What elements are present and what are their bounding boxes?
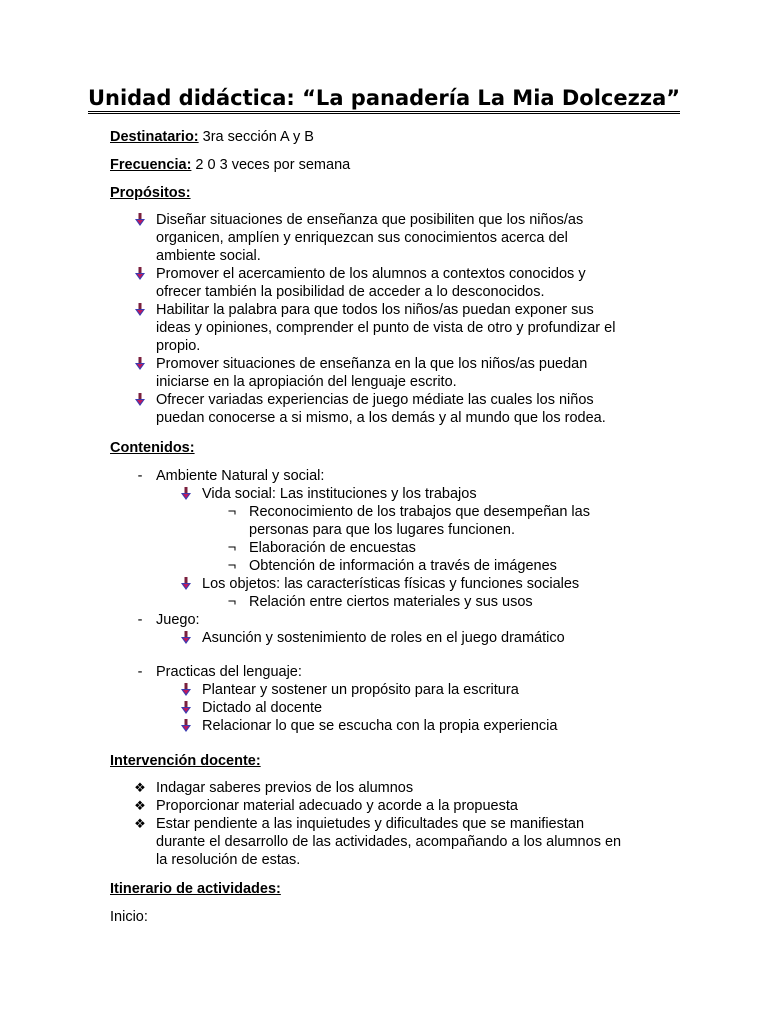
dash-bullet: - xyxy=(137,468,143,484)
list-item: Plantear y sostener un propósito para la escritura xyxy=(110,681,658,699)
list-item: Habilitar la palabra para que todos los niños/as puedan exponer sus ideas y opiniones, comprender el punto de vista de otro y profundizar el propio. xyxy=(110,301,658,355)
dash-bullet: - xyxy=(137,612,143,628)
spacer xyxy=(110,647,658,663)
list-item: Asunción y sostenimiento de roles en el juego dramático xyxy=(110,629,658,647)
list-item: ¬ Relación entre ciertos materiales y sus usos xyxy=(110,593,658,611)
list-item: Vida social: Las instituciones y los trabajos xyxy=(110,485,658,503)
inicio-line: Inicio: xyxy=(110,909,148,925)
arrow-down-bullet-icon xyxy=(178,681,194,700)
not-sign-bullet: ¬ xyxy=(227,540,237,556)
list-item: - Practicas del lenguaje: xyxy=(110,663,658,681)
list-item: Promover el acercamiento de los alumnos a contextos conocidos y ofrecer también la posibilidad de acceder a lo desconocidos. xyxy=(110,265,658,301)
document-title: Unidad didáctica: “La panadería La Mia Dolcezza” xyxy=(0,86,768,110)
arrow-down-bullet-icon xyxy=(132,301,148,320)
not-sign-bullet: ¬ xyxy=(227,504,237,520)
dash-bullet: - xyxy=(137,664,143,680)
not-sign-bullet: ¬ xyxy=(227,594,237,610)
arrow-down-bullet-icon xyxy=(178,485,194,504)
list-item: Promover situaciones de enseñanza en la que los niños/as puedan iniciarse en la apropiación del lenguaje escrito. xyxy=(110,355,658,391)
diamond-bullet-icon: ❖ xyxy=(134,798,146,813)
itinerario-label: Itinerario de actividades: xyxy=(110,881,281,897)
list-item: - Ambiente Natural y social: xyxy=(110,467,658,485)
contenidos-label: Contenidos: xyxy=(110,440,195,456)
destinatario-line xyxy=(110,128,314,146)
list-item: ❖ Estar pendiente a las inquietudes y dificultades que se manifiestan durante el desarrollo de las actividades, acompañando a los alumnos en la resolución de estas. xyxy=(110,815,658,869)
frecuencia-label: Frecuencia: xyxy=(110,157,192,173)
destinatario-value: 3ra sección A y B xyxy=(198,129,314,145)
frecuencia-value: 2 0 3 veces por semana xyxy=(191,157,351,173)
list-item: Diseñar situaciones de enseñanza que posibiliten que los niños/as organicen, amplíen y enriquezcan sus conocimientos acerca del ambiente social. xyxy=(110,211,658,265)
arrow-down-bullet-icon xyxy=(132,265,148,284)
list-item: Los objetos: las características físicas y funciones sociales xyxy=(110,575,658,593)
propositos-list xyxy=(110,211,658,427)
arrow-down-bullet-icon xyxy=(132,355,148,374)
arrow-down-bullet-icon xyxy=(178,629,194,648)
intervencion-heading xyxy=(110,752,261,770)
list-item: ¬ Elaboración de encuestas xyxy=(110,539,658,557)
intervencion-label: Intervención docente: xyxy=(110,753,261,769)
propositos-heading xyxy=(110,184,191,202)
arrow-down-bullet-icon xyxy=(178,575,194,594)
frecuencia-line xyxy=(110,156,350,174)
arrow-down-bullet-icon xyxy=(132,211,148,230)
list-item: ¬ Reconocimiento de los trabajos que desempeñan las personas para que los lugares funcionen. xyxy=(110,503,658,539)
list-item: Dictado al docente xyxy=(110,699,658,717)
arrow-down-bullet-icon xyxy=(178,699,194,718)
intervencion-list xyxy=(110,779,658,869)
list-item: Relacionar lo que se escucha con la propia experiencia xyxy=(110,717,658,735)
list-item: ❖ Indagar saberes previos de los alumnos xyxy=(110,779,658,797)
diamond-bullet-icon: ❖ xyxy=(134,816,146,831)
propositos-label: Propósitos: xyxy=(110,185,191,201)
list-item: - Juego: xyxy=(110,611,658,629)
destinatario-label: Destinatario: xyxy=(110,129,199,145)
diamond-bullet-icon: ❖ xyxy=(134,780,146,795)
itinerario-heading xyxy=(110,880,281,898)
list-item: ¬ Obtención de información a través de imágenes xyxy=(110,557,658,575)
list-item: ❖ Proporcionar material adecuado y acorde a la propuesta xyxy=(110,797,658,815)
not-sign-bullet: ¬ xyxy=(227,558,237,574)
arrow-down-bullet-icon xyxy=(132,391,148,410)
contenidos-heading xyxy=(110,439,195,457)
contenidos-list xyxy=(110,467,658,735)
arrow-down-bullet-icon xyxy=(178,717,194,736)
list-item: Ofrecer variadas experiencias de juego médiate las cuales los niños puedan conocerse a si mismo, a los demás y al mundo que los rodea. xyxy=(110,391,658,427)
